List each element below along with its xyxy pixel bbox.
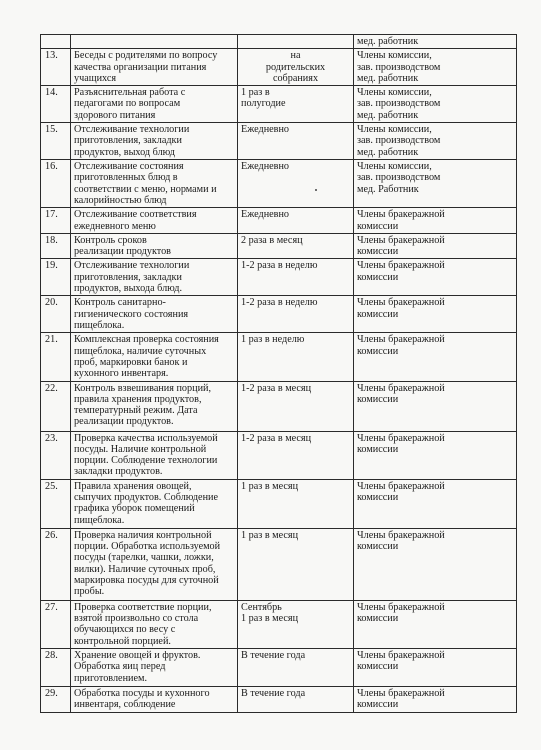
row-activity: Отслеживание состояния приготовленных блюд в соответствии с меню, нормами и калорийностью блюд bbox=[71, 160, 238, 208]
row-responsible: Члены бракеражной комиссии bbox=[354, 479, 517, 528]
table-row bbox=[41, 49, 517, 86]
row-activity: Комплексная проверка состояния пищеблока, наличие суточных проб, маркировки банок и кухонного инвентаря. bbox=[71, 333, 238, 381]
table-row bbox=[41, 160, 517, 208]
row-activity: Беседы с родителями по вопросу качества организации питания учащихся bbox=[71, 49, 238, 86]
row-period: 1 раз в неделю bbox=[238, 333, 354, 381]
row-number bbox=[41, 35, 71, 49]
row-period: 1-2 раза в неделю bbox=[238, 259, 354, 296]
table-row bbox=[41, 528, 517, 600]
row-period: В течение года bbox=[238, 648, 354, 686]
row-number: 14. bbox=[41, 86, 71, 123]
row-number: 29. bbox=[41, 686, 71, 712]
row-activity: Контроль санитарно- гигиенического состояния пищеблока. bbox=[71, 296, 238, 333]
row-activity: Контроль взвешивания порций, правила хранения продуктов, температурный режим. Дата реализации продуктов. bbox=[71, 381, 238, 431]
row-responsible: мед. работник bbox=[354, 35, 517, 49]
row-activity: Отслеживание технологии приготовления, закладки продуктов, выхода блюд. bbox=[71, 259, 238, 296]
row-number: 15. bbox=[41, 123, 71, 160]
row-responsible: Члены бракеражной комиссии bbox=[354, 333, 517, 381]
row-period: 1 раз в полугодие bbox=[238, 86, 354, 123]
table-row bbox=[41, 333, 517, 381]
table-row bbox=[41, 296, 517, 333]
row-responsible: Члены бракеражной комиссии bbox=[354, 648, 517, 686]
table-row bbox=[41, 381, 517, 431]
row-period bbox=[238, 35, 354, 49]
row-period: В течение года bbox=[238, 686, 354, 712]
row-period: 1 раз в месяц bbox=[238, 528, 354, 600]
row-period: Ежедневно bbox=[238, 123, 354, 160]
table-row bbox=[41, 123, 517, 160]
plan-table-body bbox=[41, 35, 517, 713]
row-activity: Хранение овощей и фруктов. Обработка яиц перед приготовлением. bbox=[71, 648, 238, 686]
table-row bbox=[41, 600, 517, 648]
row-number: 25. bbox=[41, 479, 71, 528]
row-responsible: Члены бракеражной комиссии bbox=[354, 208, 517, 234]
row-period: Ежедневно bbox=[238, 208, 354, 234]
row-responsible: Члены бракеражной комиссии bbox=[354, 431, 517, 479]
table-row bbox=[41, 259, 517, 296]
row-responsible: Члены комиссии, зав. производством мед. Работник bbox=[354, 160, 517, 208]
row-activity: Отслеживание соответствия ежедневного меню bbox=[71, 208, 238, 234]
table-row bbox=[41, 233, 517, 259]
row-responsible: Члены бракеражной комиссии bbox=[354, 600, 517, 648]
row-activity: Разъяснительная работа с педагогами по вопросам здорового питания bbox=[71, 86, 238, 123]
row-activity bbox=[71, 35, 238, 49]
table-row bbox=[41, 208, 517, 234]
row-responsible: Члены комиссии, зав. производством мед. работник bbox=[354, 86, 517, 123]
scan-speck bbox=[315, 189, 317, 191]
row-number: 13. bbox=[41, 49, 71, 86]
row-number: 19. bbox=[41, 259, 71, 296]
row-period: 1-2 раза в неделю bbox=[238, 296, 354, 333]
row-number: 20. bbox=[41, 296, 71, 333]
row-number: 26. bbox=[41, 528, 71, 600]
row-number: 16. bbox=[41, 160, 71, 208]
row-responsible: Члены бракеражной комиссии bbox=[354, 381, 517, 431]
row-number: 22. bbox=[41, 381, 71, 431]
row-period: на родительских собраниях bbox=[238, 49, 354, 86]
row-responsible: Члены бракеражной комиссии bbox=[354, 259, 517, 296]
row-responsible: Члены комиссии, зав. производством мед. работник bbox=[354, 123, 517, 160]
table-row bbox=[41, 86, 517, 123]
row-period: 1 раз в месяц bbox=[238, 479, 354, 528]
row-number: 21. bbox=[41, 333, 71, 381]
row-responsible: Члены бракеражной комиссии bbox=[354, 233, 517, 259]
row-activity: Обработка посуды и кухонного инвентаря, соблюдение bbox=[71, 686, 238, 712]
row-activity: Проверка соответствие порции, взятой произвольно со стола обучающихся по весу с контрольной порцией. bbox=[71, 600, 238, 648]
row-activity: Правила хранения овощей, сыпучих продуктов. Соблюдение графика уборок помещений пищеблока. bbox=[71, 479, 238, 528]
row-period: 1-2 раза в месяц bbox=[238, 431, 354, 479]
row-period: 2 раза в месяц bbox=[238, 233, 354, 259]
row-activity: Отслеживание технологии приготовления, закладки продуктов, выход блюд bbox=[71, 123, 238, 160]
row-responsible: Члены бракеражной комиссии bbox=[354, 528, 517, 600]
row-activity: Проверка качества используемой посуды. Наличие контрольной порции. Соблюдение технологии закладки продуктов. bbox=[71, 431, 238, 479]
row-number: 28. bbox=[41, 648, 71, 686]
row-responsible: Члены бракеражной комиссии bbox=[354, 296, 517, 333]
row-period: Ежедневно bbox=[238, 160, 354, 208]
row-number: 27. bbox=[41, 600, 71, 648]
row-responsible: Члены комиссии, зав. производством мед. работник bbox=[354, 49, 517, 86]
row-number: 23. bbox=[41, 431, 71, 479]
row-responsible: Члены бракеражной комиссии bbox=[354, 686, 517, 712]
table-row bbox=[41, 648, 517, 686]
table-row bbox=[41, 431, 517, 479]
row-activity: Проверка наличия контрольной порции. Обработка используемой посуды (тарелки, чашки, ложки, вилки). Наличие суточных проб, маркировка посуды для суточной пробы. bbox=[71, 528, 238, 600]
table-row bbox=[41, 35, 517, 49]
table-row bbox=[41, 686, 517, 712]
row-number: 18. bbox=[41, 233, 71, 259]
row-period: Сентябрь 1 раз в месяц bbox=[238, 600, 354, 648]
row-number: 17. bbox=[41, 208, 71, 234]
row-activity: Контроль сроков реализации продуктов bbox=[71, 233, 238, 259]
table-row bbox=[41, 479, 517, 528]
plan-table bbox=[40, 34, 517, 713]
row-period: 1-2 раза в месяц bbox=[238, 381, 354, 431]
